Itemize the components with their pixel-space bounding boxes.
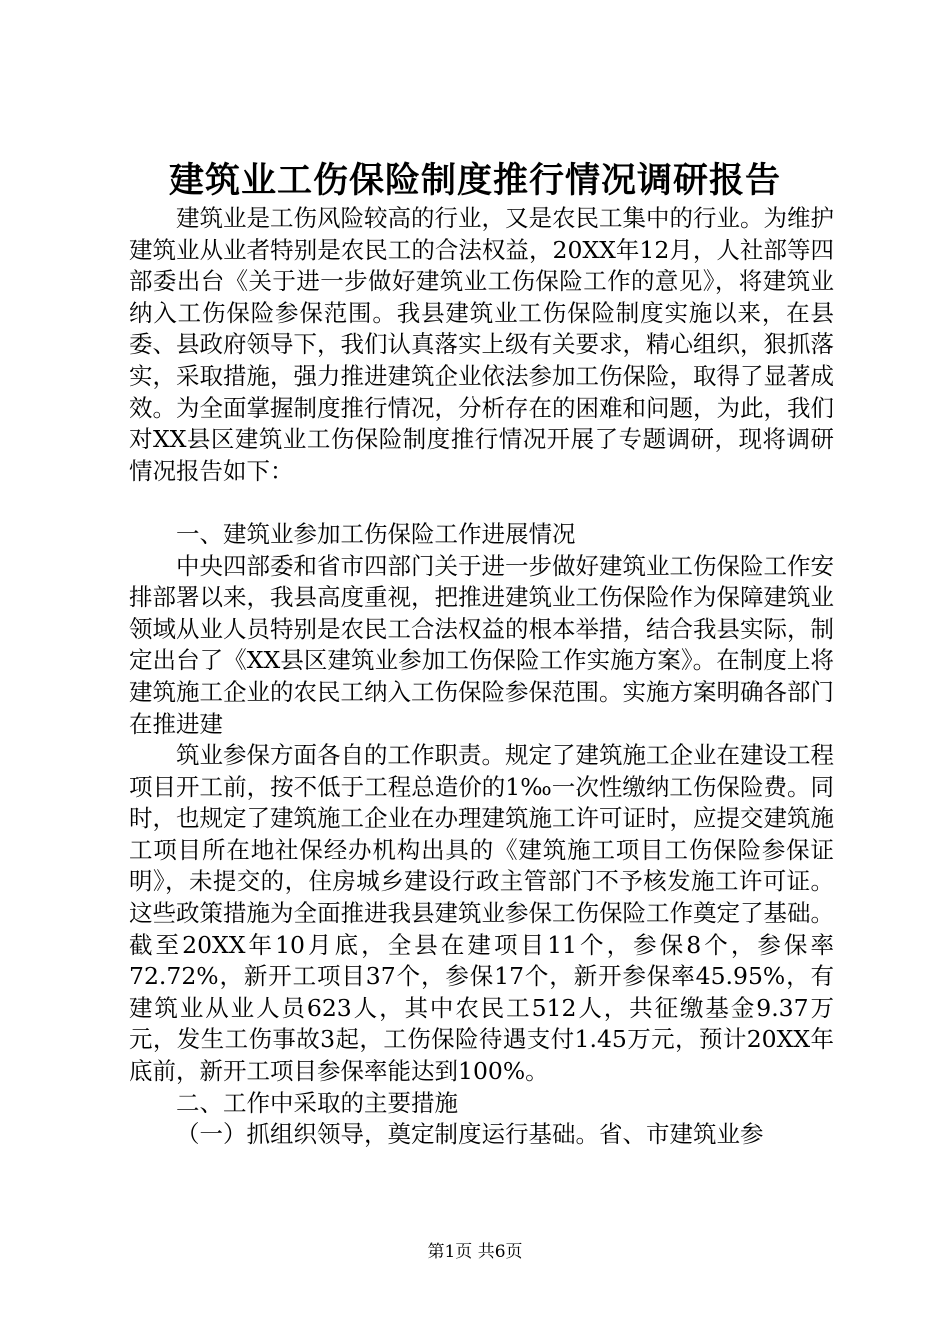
section-heading-2: 二、工作中采取的主要措施 [176, 1088, 458, 1117]
document-body [129, 203, 834, 1151]
document-title: 建筑业工伤保险制度推行情况调研报告 [168, 160, 781, 201]
page-footer: 第1页 共6页 [427, 1242, 523, 1262]
section-1-paragraph-2: 筑业参保方面各自的工作职责。规定了建筑施工企业在建设工程项目开工前，按不低于工程总造价的1‰一次性缴纳工伤保险费。同时，也规定了建筑施工企业在办理建筑施工许可证时，应提交建筑施工项目所在地社保经办机构出具的《建筑施工项目工伤保险参保证明》，未提交的，住房城乡建设行政主管部门不予核发施工许可证。这些政策措施为全面推进我县建筑业参保工伤保险工作奠定了基础。截至20XX年10月底，全县在建项目11个，参保8个，参保率72.72%，新开工项目37个，参保17个，新开参保率45.95%，有建筑业从业人员623人，其中农民工512人，共征缴基金9.37万元，发生工伤事故3起，工伤保险待遇支付1.45万元，预计20XX年底前，新开工项目参保率能达到100%。 [129, 741, 834, 1086]
section-1-paragraph-1: 中央四部委和省市四部门关于进一步做好建筑业工伤保险工作安排部署以来，我县高度重视，把推进建筑业工伤保险作为保障建筑业领域从业人员特别是农民工合法权益的根本举措，结合我县实际，制定出台了《XX县区建筑业参加工伤保险工作实施方案》。在制度上将建筑施工企业的农民工纳入工伤保险参保范围。实施方案明确各部门在推进建 [129, 551, 834, 738]
intro-paragraph: 建筑业是工伤风险较高的行业，又是农民工集中的行业。为维护建筑业从业者特别是农民工的合法权益，20XX年12月，人社部等四部委出台《关于进一步做好建筑业工伤保险工作的意见》，将建筑业纳入工伤保险参保范围。我县建筑业工伤保险制度实施以来，在县委、县政府领导下，我们认真落实上级有关要求，精心组织，狠抓落实，采取措施，强力推进建筑企业依法参加工伤保险，取得了显著成效。为全面掌握制度推行情况，分析存在的困难和问题，为此，我们对XX县区建筑业工伤保险制度推行情况开展了专题调研，现将调研情况报告如下： [129, 204, 834, 485]
subsection-heading-1: （一）抓组织领导，奠定制度运行基础。省、市建筑业参 [176, 1120, 764, 1149]
section-heading-1: 一、建筑业参加工伤保险工作进展情况 [176, 519, 576, 548]
